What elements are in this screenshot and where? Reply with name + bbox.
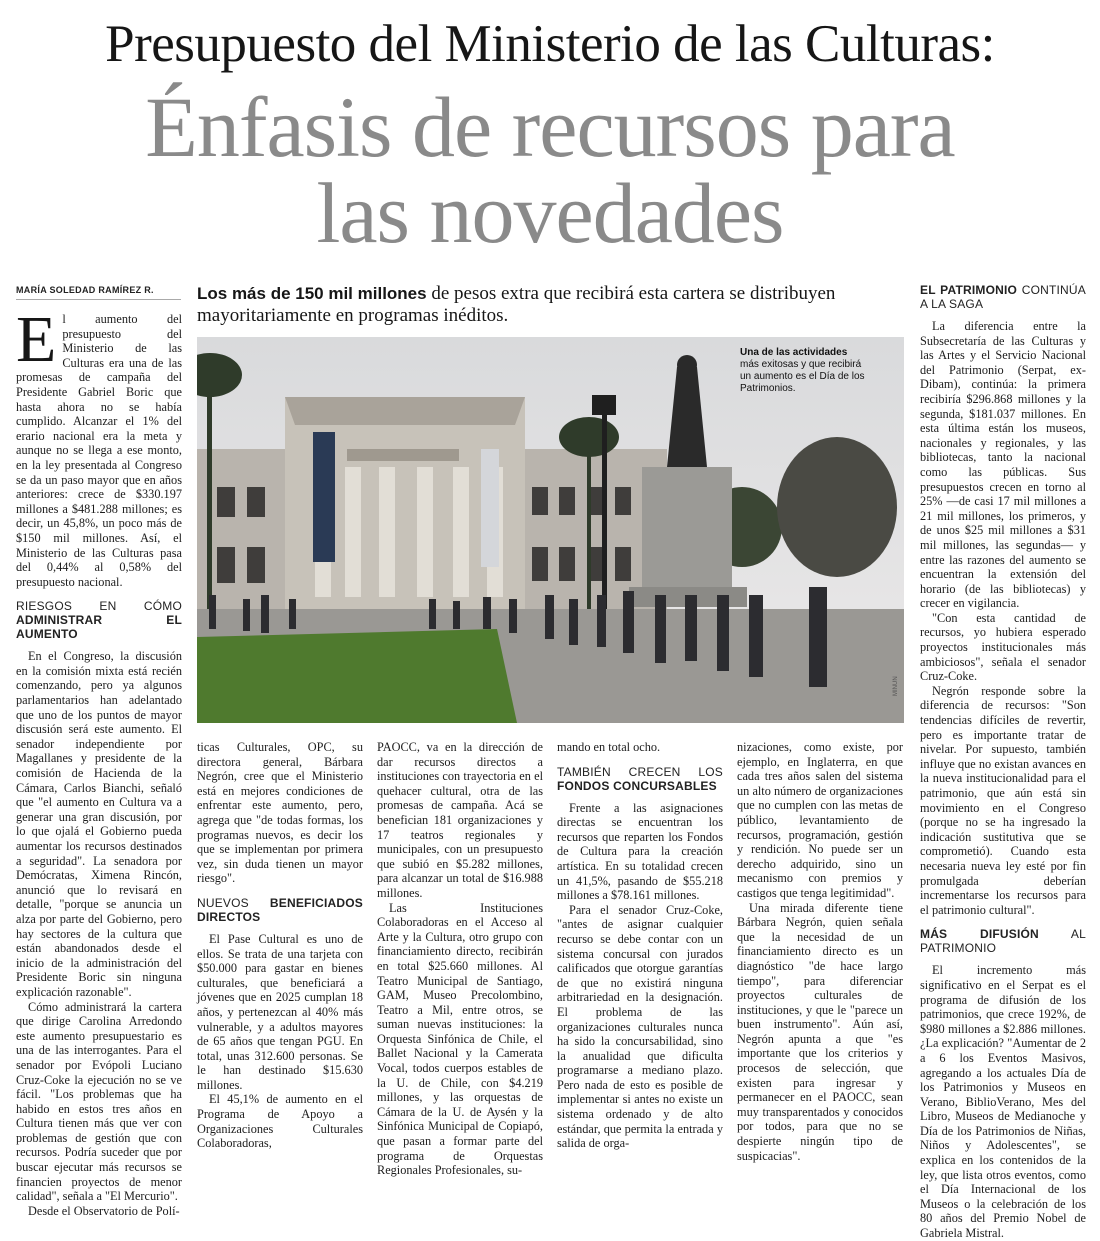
column-3 [377,740,543,1178]
column-4 [557,740,723,1151]
caption-bold: Una de las actividades [740,347,848,358]
column-6 [920,283,1086,1241]
col2-paragraph-3: El 45,1% de aumento en el Programa de Apoyo a Organizaciones Culturales Colaboradoras, [197,1092,363,1151]
lead-paragraph [197,283,897,327]
col4-paragraph-1: mando en total ocho. [557,740,661,754]
subhead-beneficiados-plain: NUEVOS [197,895,270,910]
headline-line-2a: Énfasis de recursos para [145,79,955,175]
col4-paragraph-2: Frente a las asignaciones directas se encuentran los recursos que reparten los Fondos de Cultura para la creación artística. En su totalidad crecen un 41,5%, pasando de $55.218 millones a $78.161 millones. [557,800,723,903]
col5-paragraph-2: Una mirada diferente tiene Bárbara Negrón, quien señala que la necesidad de un financiamiento directo es un diagnóstico "de hace largo tiempo", para diferenciar proyectos culturales de instituciones, y que le "parece un buen instrumento". Aún así, Negrón apunta a que "es importante que los criterios y procesos de selección, que existen para ingresar y permanecer en el PAOCC, sean muy transparentados y conocidos por todos, para que no se despierte ningún tipo de suspicacias". [737,900,903,1163]
column-1 [16,303,182,1218]
subhead-patrimonio-bold: EL PATRIMONIO [920,283,1018,297]
col6-paragraph-1: La diferencia entre la Subsecretaría de las Culturas y las Artes y el Servicio Nacional del Patrimonio (Serpat, ex-Dibam), continúa: la primera recibiría $296.868 millones y la segunda, $181.037 millones. En esta última están los museos, nacionales y regionales, y las bibliotecas, tanto la nacional como las públicas. Sus presupuestos crecen en torno al 25% —de casi 17 mil millones a 21 mil millones, los primeros, y de unos $25 mil millones a $31 mil millones, las segundas— y entre las razones del aumento se encuentran la extensión del horario (de las bibliotecas) y crecer en vigilancia. [920,319,1086,611]
col6-paragraph-2: "Con esta cantidad de recursos, yo hubiera esperado proyectos institucionales más ambiciosos", señala el senador Cruz-Coke. [920,610,1086,684]
col1-paragraph-4: Desde el Observatorio de Polí- [28,1203,180,1218]
headline-line-2b: las novedades [316,165,784,261]
col2-paragraph-1: ticas Culturales, OPC, su directora general, Bárbara Negrón, cree que el Ministerio está en mejores condiciones de enfrentar este aumento, pero, agrega que "de todas formas, los programas nuevos, es decir los que se implementan por primera vez, sin duda tienen un mayor riesgo". [197,740,363,886]
subhead-fondos-bold: FONDOS CONCURSABLES [557,778,717,793]
subhead-riesgos [16,599,182,641]
subhead-difusion [920,927,1086,955]
subhead-riesgos-plain: RIESGOS EN CÓMO [16,599,182,614]
col1-paragraph-2: En el Congreso, la discusión en la comisión mixta está recién comenzando, pero ya algunos parlamentarios han adelantado que uno de los puntos de mayor discusión será este aumento. El senador independiente por Magallanes y presidente de la comisión de Hacienda de la Cámara, Carlos Bianchi, señaló que "el aumento en Cultura va a generar una gran discusión, por lo que ojalá el Gobierno pueda aumentar los recursos destinados a seguridad". La senadora por Demócratas, Ximena Rincón, anunció que lo revisará en detalle, "porque se anuncia un alza por parte del Gobierno, pero hay sectores de la cultura que están abandonados desde el inicio de la administración del Presidente Boric sin ninguna explicación razonable". [16,649,182,999]
col6-paragraph-4: El incremento más significativo en el Serpat es el programa de difusión de los patrimonios, que crece 192%, de $980 millones a $2.886 millones. ¿La explicación? "Aumentar de 2 a 6 los Eventos Masivos, agregando a los actuales Día de los Patrimonios y Museos en Verano, BiblioVerano, Mes del Libro, Museos de Medianoche y Día de los Patrimonios de Niñas, Niños y Adolescentes", se explica en los contenidos de la ley, que lista otros eventos, como el Día Internacional de los Museos o la celebración de los 80 años del Premio Nobel de Gabriela Mistral. [920,963,1086,1241]
col4-paragraph-3: Para el senador Cruz-Coke, "antes de asignar cualquier recurso se debe contar con un sistema concursal con jurados calificados que otorgue garantías de que no existirá ninguna arbitrariedad en la designación. El problema de las organizaciones culturales nunca ha sido la concursabilidad, sino la anualidad que dificulta programarse a mediano plazo. Pero nada de esto es posible de implementar si antes no existe un sistema ordenado y de alto estándar, que permita la entrada y salida de orga- [557,902,723,1151]
col1-paragraph-3: Cómo administrará la cartera que dirige Carolina Arredondo este aumento presupuestario es una de las interrogantes. Para el senador por Evópoli Luciano Cruz-Coke la ejecución no se ve fácil. "Los problemas que ha habido en estos tres años en Cultura tienen más que ver con problemas de gestión que con recursos. Podría suceder que por buscar ejecutar más recursos se financien proyectos de menor calidad", señala a "El Mercurio". [16,999,182,1204]
col1-paragraph-1 [16,303,182,589]
col3-paragraph-1: PAOCC, va en la dirección de dar recursos directos a instituciones con trayectoria en el quehacer cultural, otra de las promesas de campaña. Acá se benefician 181 organizaciones y 17 teatros regionales y municipales, con un presupuesto que subió en $5.282 millones, para alcanzar un total de $16.988 millones. [377,740,543,900]
dropcap: E [16,303,57,376]
caption-rest: más exitosas y que recibirá un aumento es el Día de los Patrimonios. [740,359,865,394]
subhead-riesgos-bold: ADMINISTRAR EL AUMENTO [16,613,182,642]
byline-rule [16,299,181,300]
col6-paragraph-3: Negrón responde sobre la diferencia de recursos: "Son tendencias difíciles de revertir, pero es importante tratar de nivelar. Por supuesto, también influye que no existan avances en la nueva institucionalidad para el patrimonio, que aún está sin movimiento en el Congreso (porque no se ha ingresado la indicación sustitutiva que se comprometió). Cuando esta necesaria nueva ley esté por fin promulgada deberían incrementarse los recursos para el patrimonio cultural". [920,683,1086,917]
col1-p1-text: l aumento del presupuesto del Ministerio de las Culturas era una de las promesas de campaña del Presidente Gabriel Boric que hasta ahora no se había cumplido. Alcanzar el 1% del erario nacional era la meta y aunque no se llega a ese monto, en la ley presentada al Congreso se da un paso mayor que en años anteriores: crece de $330.197 millones a $481.288 millones; es decir, un 45,8%, un poco más de $150 mil millones. Así, el Ministerio de las Culturas pasa del 0,44% al 0,58% del presupuesto nacional. [16,312,182,589]
col5-paragraph-1: nizaciones, como existe, por ejemplo, en Inglaterra, en que cada tres años salen del sistema un alto número de organizaciones que no cumplen con las metas de público, levantamiento de recursos, programación, gestión y rendición. No puede ser un derecho adquirido, sino un mecanismo con premios y castigos que tenga legitimidad". [737,740,903,900]
column-2 [197,740,363,1151]
subhead-beneficiados-bold: BENEFICIADOS DIRECTOS [197,895,363,924]
subhead-difusion-bold: MÁS DIFUSIÓN [920,927,1039,942]
subhead-difusion-plain: AL PATRIMONIO [920,927,1086,956]
photo-caption [740,347,865,395]
subhead-fondos [557,765,723,793]
headline-line-1: Presupuesto del Ministerio de las Culturas: [105,15,995,73]
lead-bold: Los más de 150 mil millones [197,284,427,303]
subhead-patrimonio [920,283,1086,311]
lead-rest: de pesos extra que recibirá esta cartera se distribuyen mayoritariamente en programas inéditos. [197,283,836,326]
col3-paragraph-2: Las Instituciones Colaboradoras en el Acceso al Arte y la Cultura, otro grupo con financiamiento directo, recibirán en total $25.660 millones. Al Teatro Municipal de Santiago, GAM, Museo Precolombino, Teatro a Mil, entre otros, se suman nuevas instituciones: la Orquesta Sinfónica de Chile, el Ballet Nacional y la Camerata Vocal, todos cuerpos estables de la U. de Chile, con $4.219 millones, y las orquestas de Cámara de la U. de Aysén y la Sinfónica Municipal de Copiapó, que pasan a formar parte del programa de Orquestas Regionales Profesionales, su- [377,900,543,1178]
headline-line-2 [0,79,1100,261]
subhead-fondos-plain: TAMBIÉN CRECEN LOS [557,764,723,779]
photo-credit: MINUN [893,676,899,696]
subhead-patrimonio-plain: CONTINÚA A LA SAGA [920,283,1086,311]
byline: MARÍA SOLEDAD RAMÍREZ R. [16,285,154,295]
col2-paragraph-2: El Pase Cultural es uno de ellos. Se trata de una tarjeta con $50.000 para gastar en bienes culturales, que beneficiará a jóvenes que en 2025 cumplan 18 años, y pertenezcan al 40% más vulnerable, y a adultos mayores de 65 años que tengan PGU. En total, unas 312.600 personas. Se le han destinado $15.630 millones. [197,931,363,1092]
subhead-beneficiados [197,896,363,924]
column-5 [737,740,903,1163]
